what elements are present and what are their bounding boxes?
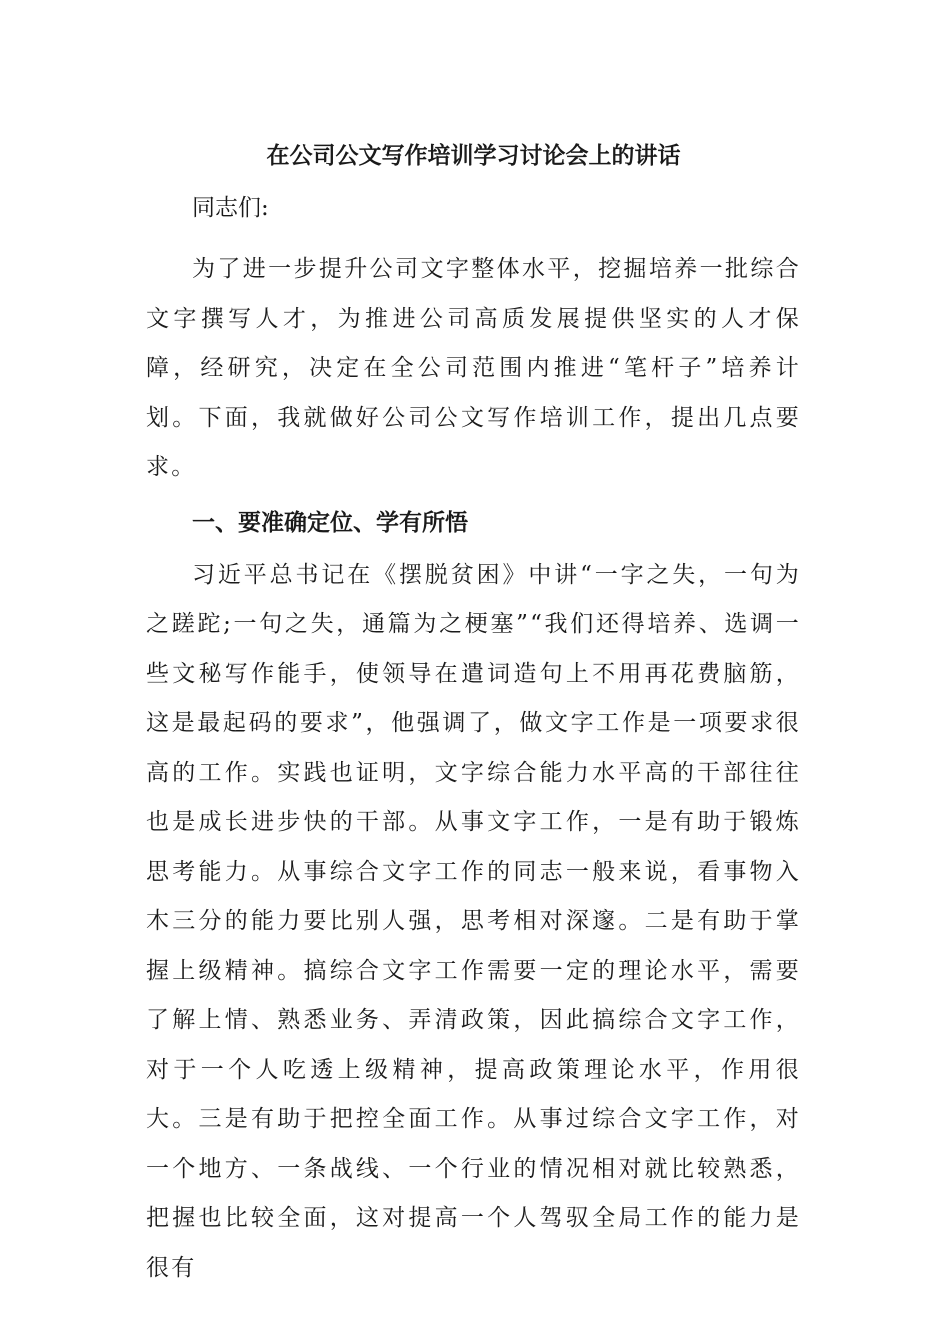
salutation: 同志们: [192,195,269,221]
body-paragraph-1: 习近平总书记在《摆脱贫困》中讲“一字之失，一句为之蹉跎;一句之失，通篇为之梗塞”“我们还得培养、选调一些文秘写作能手，使领导在遣词造句上不用再花费脑筋，这是最起码的要求”，他强调了，做文字工作是一项要求很高的工作。实践也证明，文字综合能力水平高的干部往往也是成长进步快的干部。从事文字工作，一是有助于锻炼思考能力。从事综合文字工作的同志一般来说，看事物入木三分的能力要比别人强，思考相对深邃。二是有助于掌握上级精神。搞综合文字工作需要一定的理论水平，需要了解上情、熟悉业务、弄清政策，因此搞综合文字工作，对于一个人吃透上级精神，提高政策理论水平，作用很大。三是有助于把控全面工作。从事过综合文字工作，对一个地方、一条战线、一个行业的情况相对就比较熟悉，把握也比较全面，这对提高一个人驾驭全局工作的能力是很有 [146,561,801,1281]
document-page [146,130,801,1293]
intro-paragraph: 为了进一步提升公司文字整体水平，挖掘培养一批综合文字撰写人才，为推进公司高质发展提供坚实的人才保障，经研究，决定在全公司范围内推进“笔杆子”培养计划。下面，我就做好公司公文写作培训工作，提出几点要求。 [146,256,801,480]
section-heading-1: 一、要准确定位、学有所悟 [192,508,468,536]
document-title: 在公司公文写作培训学习讨论会上的讲话 [266,142,681,169]
